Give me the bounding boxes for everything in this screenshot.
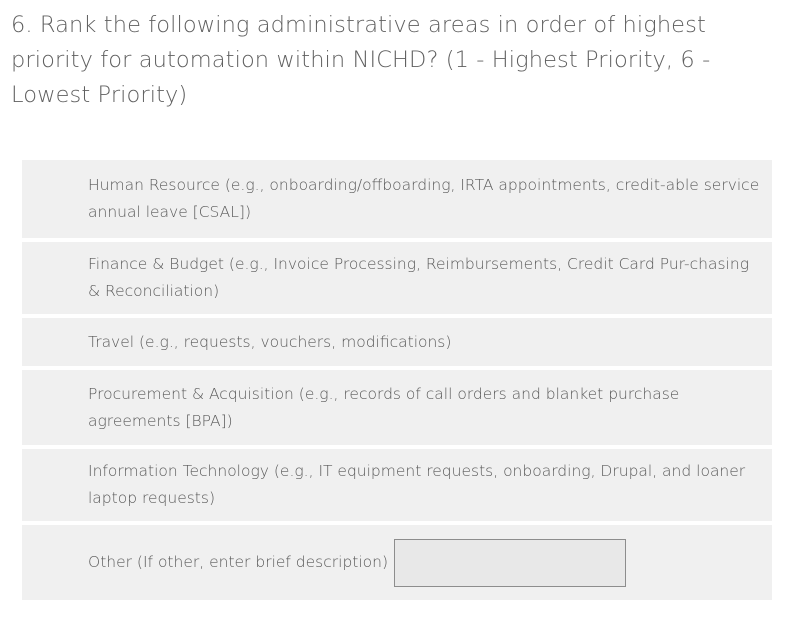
- rank-item-label: Other (If other, enter brief description): [88, 553, 389, 571]
- rank-item-label: Finance & Budget (e.g., Invoice Processing, Reimbursements, Credit Card Pur-chasing & Reconciliation): [88, 255, 749, 300]
- question-text: 6. Rank the following administrative areas in order of highest priority for automation within NICHD? (1 - Highest Priority, 6 - Lowest Priority): [11, 12, 711, 108]
- rank-item-travel[interactable]: [22, 318, 772, 366]
- rank-item-label: Procurement & Acquisition (e.g., records of call orders and blanket purchase agreements [BPA]): [88, 384, 680, 430]
- rank-item-procurement-acquisition[interactable]: [22, 370, 772, 445]
- rank-item-label: Information Technology (e.g., IT equipment requests, onboarding, Drupal, and loaner laptop requests): [88, 462, 746, 507]
- rank-item-information-technology[interactable]: [22, 449, 772, 521]
- rank-item-label: Travel (e.g., requests, vouchers, modifications): [88, 332, 452, 351]
- rank-item-finance-budget[interactable]: [22, 242, 772, 314]
- rank-item-label: Human Resource (e.g., onboarding/offboarding, IRTA appointments, credit-able service annual leave [CSAL]): [88, 176, 760, 221]
- rank-item-other[interactable]: [22, 525, 772, 600]
- other-description-input[interactable]: [394, 539, 626, 587]
- rank-item-human-resource[interactable]: [22, 160, 772, 238]
- rank-list: [22, 160, 772, 600]
